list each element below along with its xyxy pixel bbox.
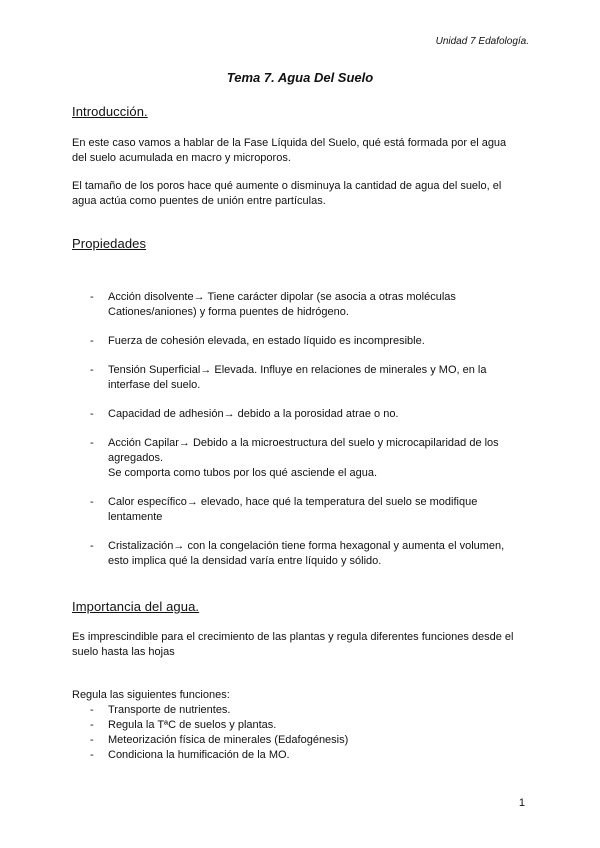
property-item bbox=[72, 539, 532, 569]
bullet-dash: - bbox=[90, 719, 94, 731]
property-line: Calor específico→ elevado, hace qué la temperatura del suelo se modifique bbox=[108, 496, 478, 508]
section-heading-importancia: Importancia del agua. bbox=[72, 599, 200, 614]
intro-paragraph-1-line-2: del suelo acumulada en macro y microporos. bbox=[72, 152, 291, 164]
bullet-dash: - bbox=[90, 291, 94, 303]
function-item bbox=[72, 718, 532, 733]
intro-paragraph-2-line-1: El tamaño de los poros hace qué aumente o disminuya la cantidad de agua del suelo, el bbox=[72, 180, 502, 192]
intro-paragraph-1 bbox=[72, 136, 532, 166]
property-line: Capacidad de adhesión→ debido a la porosidad atrae o no. bbox=[108, 408, 399, 420]
functions-intro: Regula las siguientes funciones: bbox=[72, 689, 230, 701]
bullet-dash: - bbox=[90, 704, 94, 716]
property-line: Cationes/aniones) y forma puentes de hidrógeno. bbox=[108, 306, 349, 318]
intro-paragraph-1-line-1: En este caso vamos a hablar de la Fase Líquida del Suelo, qué está formada por el agua bbox=[72, 137, 507, 149]
function-item bbox=[72, 748, 532, 763]
function-text: Meteorización física de minerales (Edafogénesis) bbox=[108, 734, 349, 746]
bullet-dash: - bbox=[90, 408, 94, 420]
header-note: Unidad 7 Edafología. bbox=[435, 36, 529, 47]
property-line: esto implica qué la densidad varía entre líquido y sólido. bbox=[108, 555, 382, 567]
property-item bbox=[72, 290, 532, 320]
function-item bbox=[72, 733, 532, 748]
properties-list bbox=[72, 290, 532, 583]
intro-paragraph-2-line-2: agua actúa como puentes de unión entre partículas. bbox=[72, 195, 326, 207]
bullet-dash: - bbox=[90, 749, 94, 761]
bullet-dash: - bbox=[90, 540, 94, 552]
property-item bbox=[72, 436, 532, 481]
document-title: Tema 7. Agua Del Suelo bbox=[226, 70, 374, 85]
section-heading-introduccion: Introducción. bbox=[72, 104, 148, 119]
property-item bbox=[72, 363, 532, 393]
property-line: interfase del suelo. bbox=[108, 379, 201, 391]
property-line: Acción disolvente→ Tiene carácter dipolar (se asocia a otras moléculas bbox=[108, 291, 456, 303]
property-item bbox=[72, 495, 532, 525]
property-line: Fuerza de cohesión elevada, en estado líquido es incompresible. bbox=[108, 335, 425, 347]
property-line: Cristalización→ con la congelación tiene forma hexagonal y aumenta el volumen, bbox=[108, 540, 505, 552]
importance-paragraph bbox=[72, 630, 532, 660]
property-item bbox=[72, 407, 532, 422]
bullet-dash: - bbox=[90, 335, 94, 347]
property-item bbox=[72, 334, 532, 349]
function-item bbox=[72, 703, 532, 718]
importance-paragraph-line-1: Es imprescindible para el crecimiento de las plantas y regula diferentes funciones desde el bbox=[72, 631, 514, 643]
bullet-dash: - bbox=[90, 437, 94, 449]
property-line: Tensión Superficial→ Elevada. Influye en relaciones de minerales y MO, en la bbox=[108, 364, 487, 376]
property-line: Se comporta como tubos por los qué asciende el agua. bbox=[108, 467, 378, 479]
function-text: Regula la TªC de suelos y plantas. bbox=[108, 719, 277, 731]
importance-paragraph-line-2: suelo hasta las hojas bbox=[72, 646, 175, 658]
section-heading-propiedades: Propiedades bbox=[72, 236, 147, 251]
property-line: Acción Capilar→ Debido a la microestructura del suelo y microcapilaridad de los bbox=[108, 437, 499, 449]
property-line: lentamente bbox=[108, 511, 163, 523]
property-line: agregados. bbox=[108, 452, 164, 464]
intro-paragraph-2 bbox=[72, 179, 532, 209]
bullet-dash: - bbox=[90, 364, 94, 376]
functions-list bbox=[72, 703, 532, 763]
bullet-dash: - bbox=[90, 496, 94, 508]
page-number: 1 bbox=[518, 797, 525, 809]
function-text: Condiciona la humificación de la MO. bbox=[108, 749, 290, 761]
function-text: Transporte de nutrientes. bbox=[108, 704, 231, 716]
bullet-dash: - bbox=[90, 734, 94, 746]
